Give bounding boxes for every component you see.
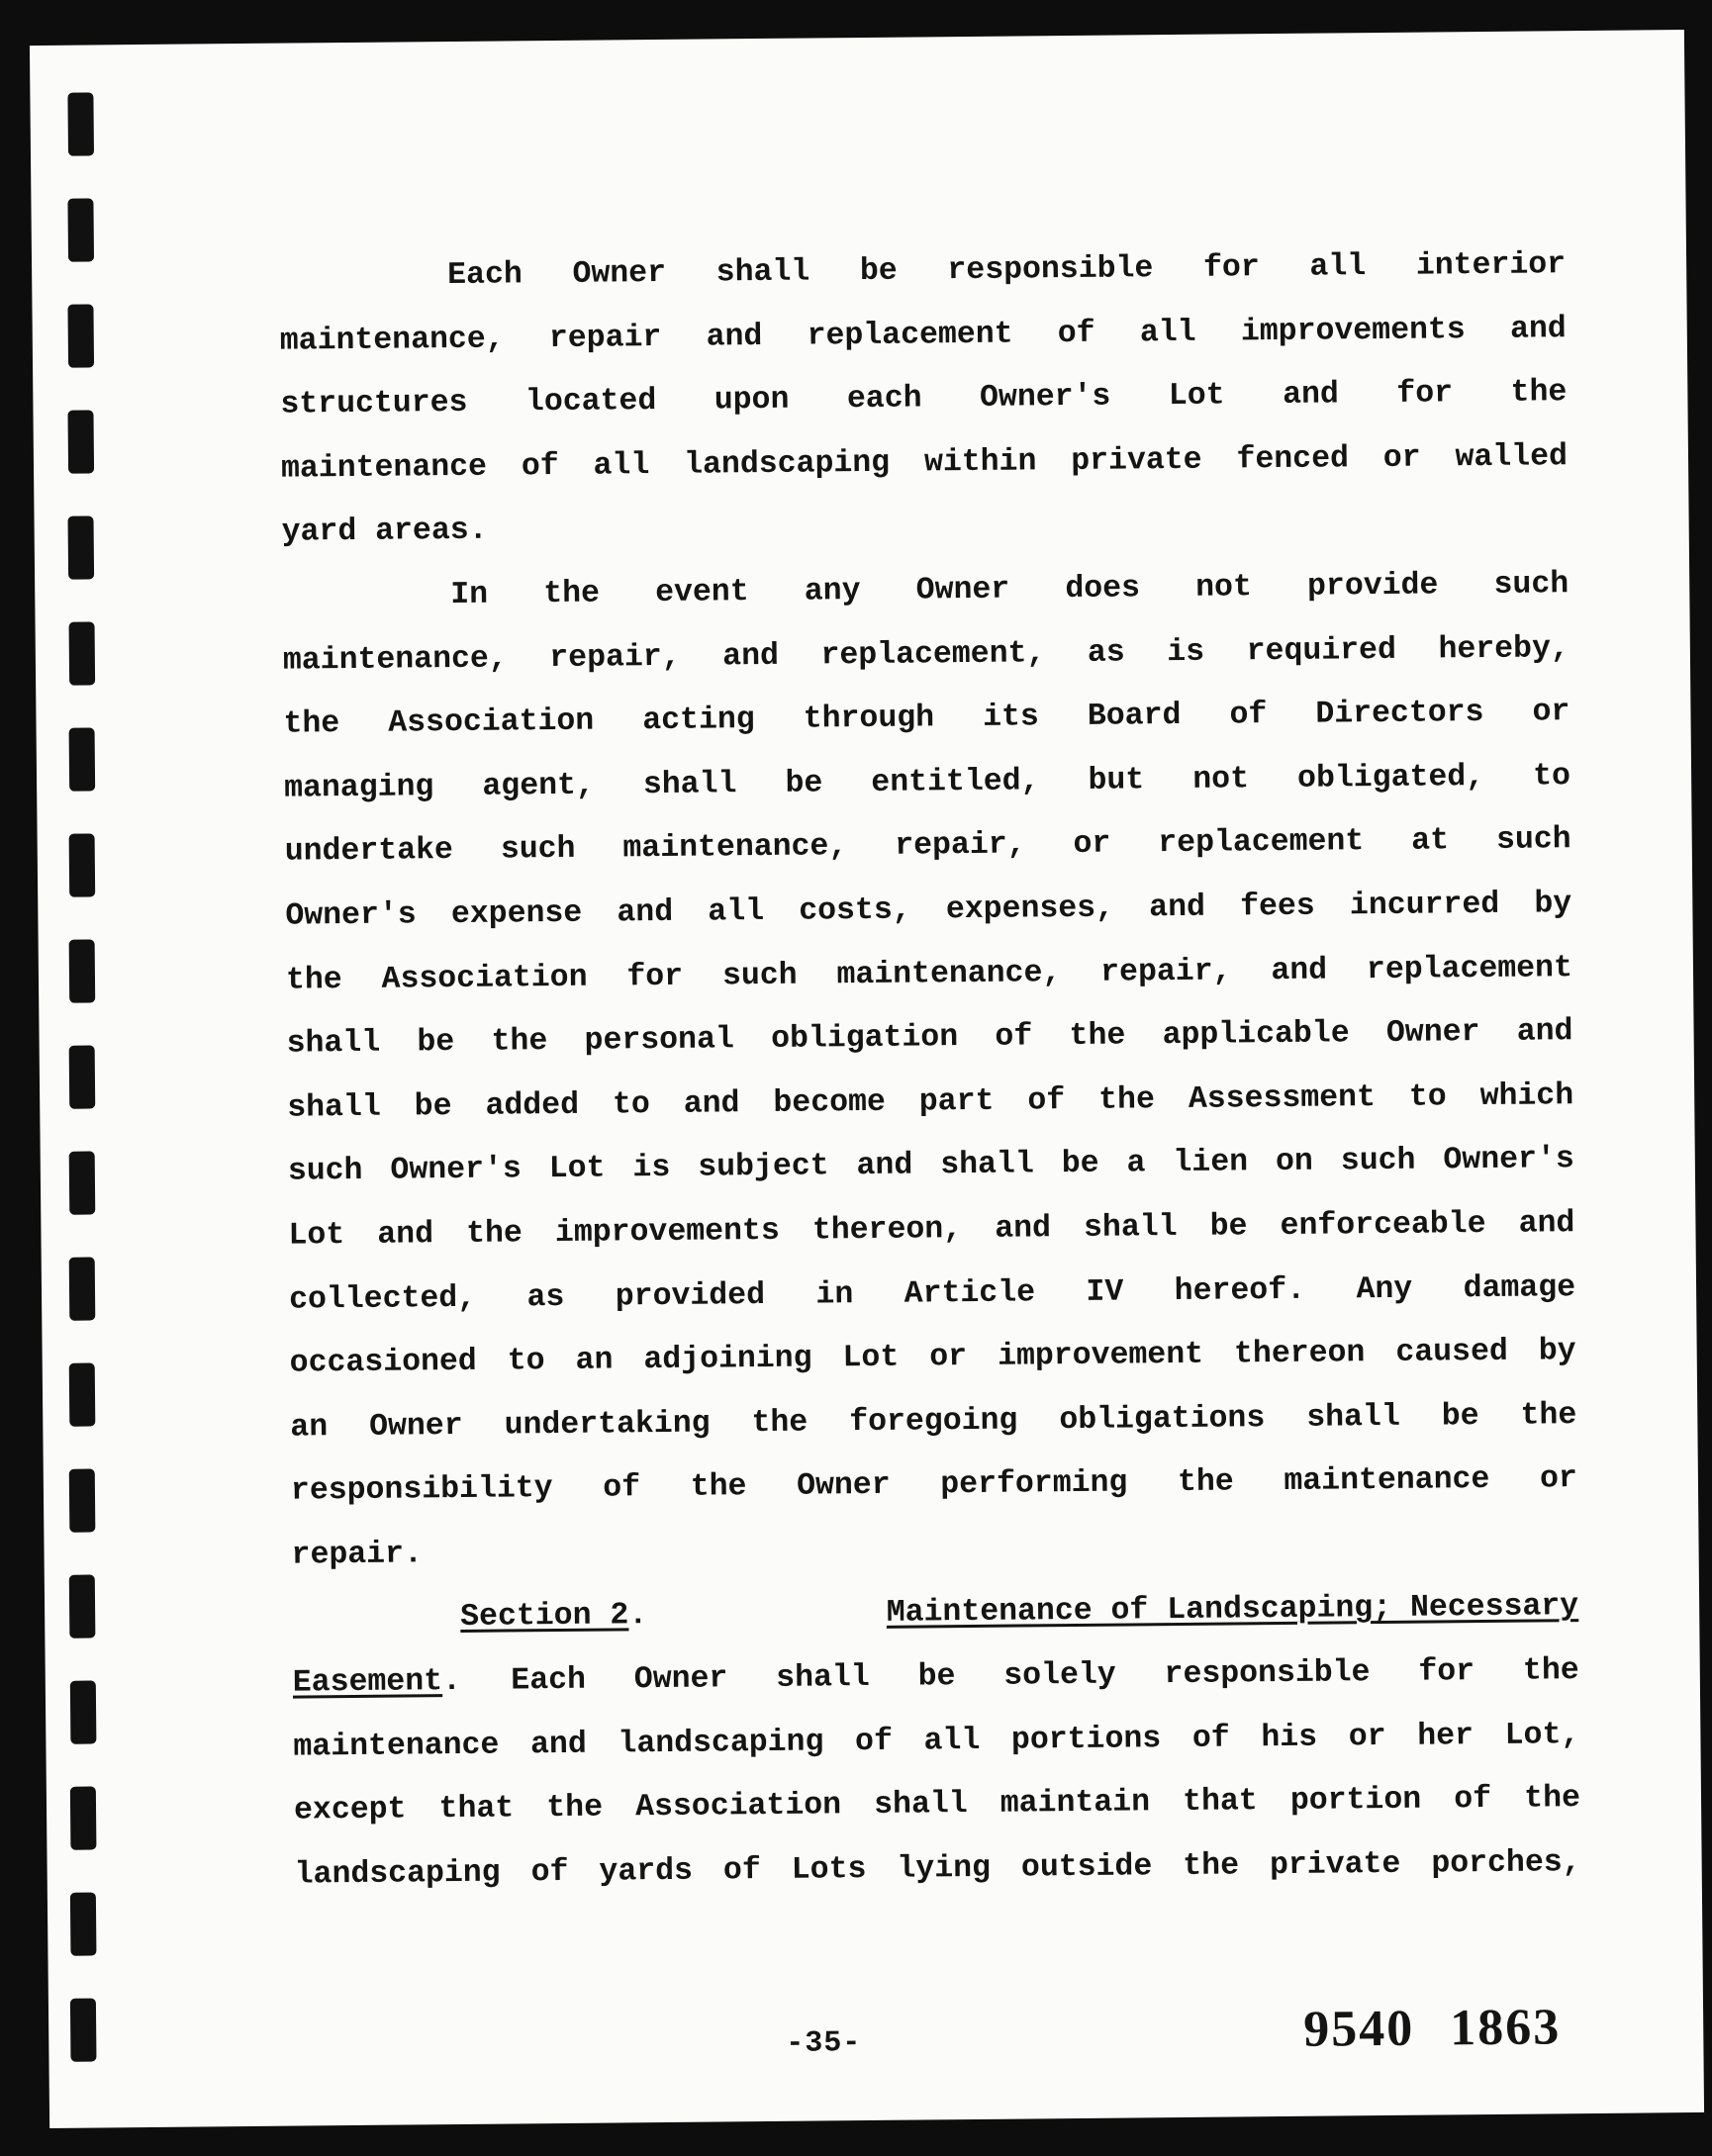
- punch-hole: [69, 1151, 96, 1214]
- section-number: Section 2.: [460, 1598, 648, 1636]
- paragraph-1-line: Each Owner shall be responsible for all interior: [447, 247, 1567, 294]
- paragraph-1-line: maintenance, repair and replacement of all improvements and: [279, 311, 1567, 359]
- paragraph-2-line: repair.: [291, 1537, 424, 1573]
- document-body: [279, 234, 1581, 1908]
- punch-hole: [69, 1575, 96, 1639]
- punch-hole: [69, 1787, 96, 1850]
- punch-hole: [68, 833, 95, 896]
- paragraph-2-line: an Owner undertaking the foregoing obligations shall be the: [290, 1397, 1577, 1446]
- punch-hole: [68, 410, 95, 473]
- paragraph-2-line: occasioned to an adjoining Lot or improvement thereon caused by: [289, 1334, 1576, 1381]
- paragraph-2-line: undertake such maintenance, repair, or replacement at such: [284, 822, 1571, 870]
- section-body-line: [293, 1640, 1580, 1716]
- section-body-line: except that the Association shall maintain that portion of the: [293, 1781, 1581, 1828]
- punch-hole: [69, 1469, 96, 1533]
- paragraph-2-line: maintenance, repair, and replacement, as is required hereby,: [282, 630, 1569, 679]
- document-page: [30, 30, 1704, 2128]
- section-title-continued: Easement.: [292, 1664, 462, 1701]
- punch-hole: [69, 1681, 96, 1744]
- punch-hole: [68, 727, 95, 791]
- punch-hole: [70, 1999, 97, 2062]
- recording-book-number: 9540: [1302, 2000, 1415, 2058]
- punch-hole: [68, 939, 95, 1002]
- section-body-line: landscaping of yards of Lots lying outside the private porches,: [294, 1844, 1581, 1893]
- recording-number: [1303, 1998, 1562, 2058]
- punch-hole: [68, 304, 95, 367]
- paragraph-2-line: the Association acting through its Board of Directors or: [283, 695, 1570, 742]
- paragraph-1-line: maintenance of all landscaping within private fenced or walled: [280, 438, 1569, 487]
- paragraph-2-line: managing agent, shall be entitled, but not obligated, to: [283, 758, 1571, 806]
- punch-hole: [70, 1893, 97, 1956]
- punch-hole: [69, 1363, 96, 1427]
- punch-hole: [69, 1045, 96, 1108]
- punch-hole: [68, 516, 95, 579]
- recording-page-number: 1863: [1449, 1999, 1562, 2057]
- paragraph-2-line: the Association for such maintenance, repair, and replacement: [285, 950, 1573, 998]
- punch-hole: [68, 621, 95, 685]
- paragraph-2-line: collected, as provided in Article IV hereof. Any damage: [288, 1269, 1576, 1318]
- section-first-line-text: Each Owner shall be solely responsible for the: [511, 1653, 1579, 1699]
- punch-hole: [68, 198, 95, 261]
- paragraph-2-line: shall be the personal obligation of the applicable Owner and: [286, 1014, 1573, 1062]
- paragraph-2-line: shall be added to and become part of the Assessment to which: [287, 1078, 1574, 1126]
- paragraph-2-line: Owner's expense and all costs, expenses, and fees incurred by: [285, 887, 1572, 934]
- paragraph-2-line: responsibility of the Owner performing the maintenance or: [290, 1461, 1577, 1509]
- punch-hole: [67, 92, 94, 155]
- section-number-label: Section 2: [460, 1598, 629, 1636]
- paragraph-1-line: structures located upon each Owner's Lot and for the: [280, 375, 1568, 422]
- page-number: -35-: [786, 2026, 862, 2061]
- paragraph-2-line: such Owner's Lot is subject and shall be a lien on such Owner's: [287, 1142, 1574, 1189]
- paragraph-1-line: yard areas.: [281, 514, 488, 551]
- paragraph-2-line: In the event any Owner does not provide such: [450, 567, 1569, 612]
- punch-hole: [69, 1257, 96, 1320]
- section-body-line: maintenance and landscaping of all portions of his or her Lot,: [293, 1717, 1580, 1765]
- punch-hole-strip: [30, 45, 129, 2128]
- section-title-easement: Easement: [292, 1664, 443, 1701]
- section-title: Maintenance of Landscaping; Necessary: [886, 1589, 1579, 1632]
- paragraph-2-line: Lot and the improvements thereon, and shall be enforceable and: [288, 1206, 1575, 1254]
